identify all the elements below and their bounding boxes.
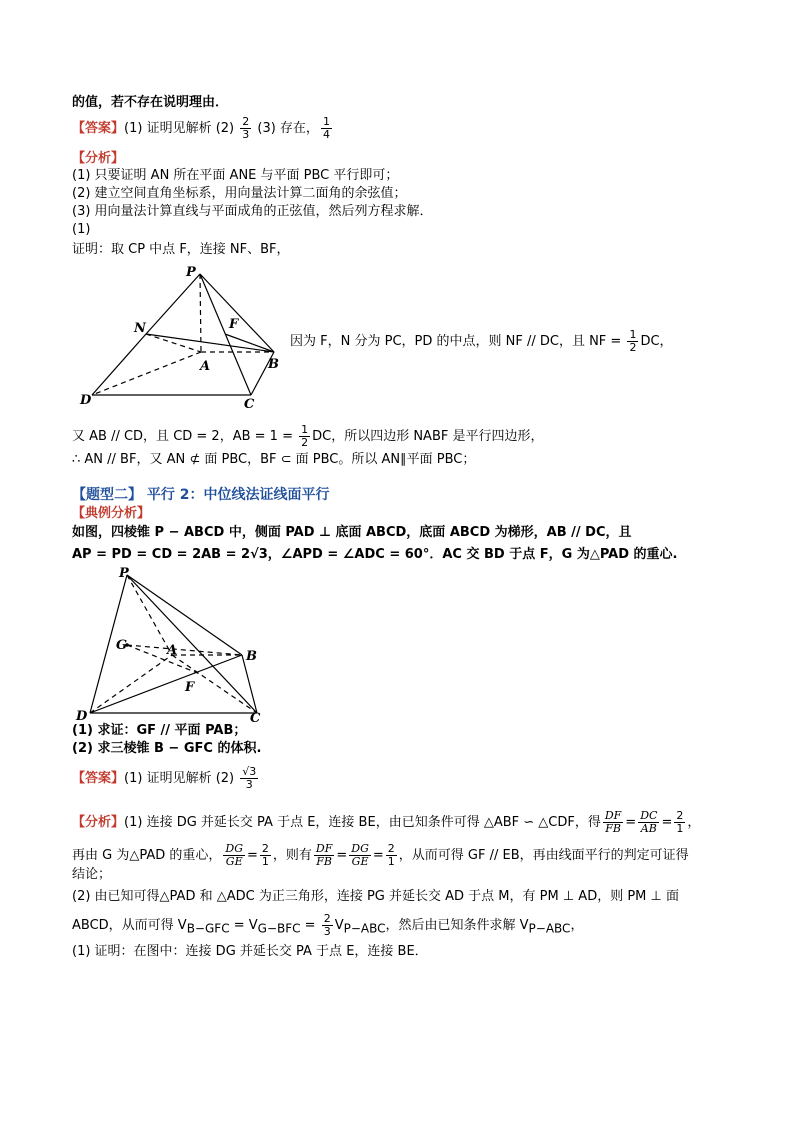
label-P: P xyxy=(186,265,196,280)
answer-line-2: 【答案】(1) 证明见解析 (2) $\frac{√3}{3}$ xyxy=(72,765,257,791)
label-P: P xyxy=(119,566,129,581)
analysis-line: (1) xyxy=(72,222,91,237)
label-B: B xyxy=(246,649,257,664)
fraction: $\frac{1}{4}$ xyxy=(322,115,330,141)
proof-line: 又 AB // CD，且 CD = 2，AB = 1 = $\frac{1}{2}$ DC，所以四边形 NABF 是平行四边形， xyxy=(72,423,544,449)
question-line: AP = PD = CD = 2AB = 2√3，∠APD = ∠ADC = 60°．AC 交 BD 于点 F，G 为△PAD 的重心. xyxy=(72,547,678,562)
label-A: A xyxy=(200,359,211,374)
proof-conclusion: ∴ AN // BF，又 AN ⊄ 面 PBC，BF ⊂ 面 PBC。所以 AN∥平面 PBC； xyxy=(72,452,476,467)
label-C: C xyxy=(250,711,261,725)
question-line: 如图，四棱锥 P − ABCD 中，侧面 PAD ⊥ 底面 ABCD，底面 ABCD 为梯形，AB // DC，且 xyxy=(72,525,632,540)
answer-text: (1) 证明见解析 (2) xyxy=(124,121,239,136)
label-D: D xyxy=(76,709,88,724)
label-N: N xyxy=(134,321,146,336)
answer-line-1 xyxy=(72,116,334,141)
analysis-line: 【分析】(1) 连接 DG 并延长交 PA 于点 E，连接 BE，由已知条件可得 △ABF ∽ △CDF，得 $\frac{DF}{FB}$ = $\frac{DC}{AB}$ = $\frac{2}{1}$ ， xyxy=(72,809,701,835)
question-part-2: (2) 求三棱锥 B − GFC 的体积. xyxy=(72,741,262,756)
proof-line: 证明：取 CP 中点 F，连接 NF、BF， xyxy=(72,242,290,257)
fraction: $\frac{1}{2}$ xyxy=(629,328,637,354)
analysis-tag: 【分析】 xyxy=(72,151,125,166)
question-part-1: (1) 求证：GF // 平面 PAB； xyxy=(72,723,247,738)
fraction: $\frac{1}{2}$ xyxy=(301,423,309,449)
analysis-line: 再由 G 为△PAD 的重心， $\frac{DG}{GE}$ = $\frac{2}{1}$ ，则有 $\frac{DF}{FB}$ = $\frac{DG}{GE}$ = $\frac{2}{1}$ ，从而可得 GF // EB，再由线面平行的判定可证得 xyxy=(72,842,689,868)
answer-tag: 【答案】 xyxy=(72,121,125,136)
answer-text-2: (3) 存在， xyxy=(253,121,319,136)
pyramid-figure-2 xyxy=(72,565,272,725)
figure-side-text: 因为 F，N 分为 PC，PD 的中点，则 NF // DC，且 NF = $\frac{1}{2}$ DC， xyxy=(290,328,673,354)
label-D: D xyxy=(80,393,92,408)
analysis-line: (3) 用向量法计算直线与平面成角的正弦值，然后列方程求解． xyxy=(72,204,433,219)
section-heading: 【题型二】 平行 2：中位线法证线面平行 xyxy=(72,487,330,503)
fraction: $\frac{2}{3}$ xyxy=(242,115,250,141)
label-B: B xyxy=(268,357,279,372)
analysis-line: 结论； xyxy=(72,867,112,882)
label-G: G xyxy=(116,638,128,653)
question-tail: 的值，若不存在说明理由． xyxy=(72,95,229,110)
label-F: F xyxy=(229,317,239,332)
analysis-line: (2) 建立空间直角坐标系，用向量法计算二面角的余弦值； xyxy=(72,186,407,201)
pyramid-figure-1 xyxy=(76,262,290,412)
analysis-line: ABCD，从而可得 $V_{B-GFC} = V_{G-BFC}$ = $\frac{2}{3}$ $V_{P-ABC}$，然后由已知条件求解 $V_{P-ABC}$， xyxy=(72,912,584,938)
proof-line: (1) 证明：在图中：连接 DG 并延长交 PA 于点 E，连接 BE． xyxy=(72,944,428,959)
analysis-line: (1) 只要证明 AN 所在平面 ANE 与平面 PBC 平行即可； xyxy=(72,168,399,183)
example-tag: 【典例分析】 xyxy=(72,506,151,521)
label-A: A xyxy=(167,643,178,658)
label-F: F xyxy=(185,680,195,695)
fraction: $\frac{√3}{3}$ xyxy=(242,765,257,791)
label-C: C xyxy=(244,397,255,412)
analysis-line: (2) 由已知可得△PAD 和 △ADC 为正三角形，连接 PG 并延长交 AD 于点 M，有 PM ⊥ AD，则 PM ⊥ 面 xyxy=(72,889,679,904)
